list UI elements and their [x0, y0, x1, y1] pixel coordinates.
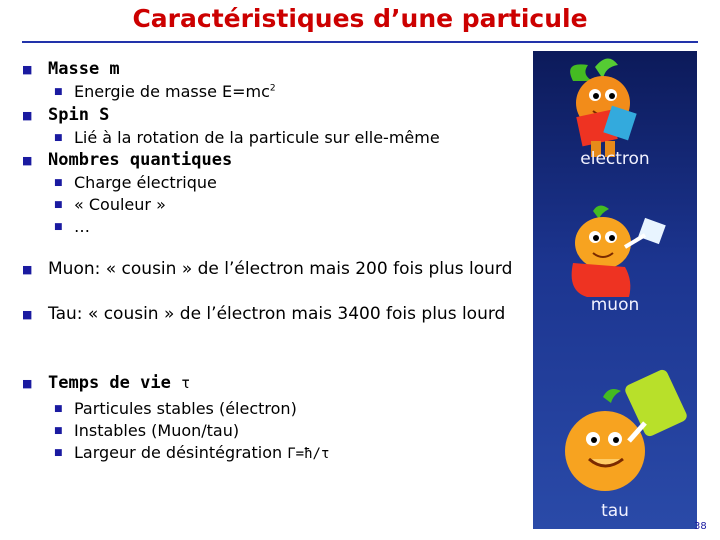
- muon-panel: [533, 211, 697, 361]
- title-divider: [22, 41, 698, 43]
- tau-label: tau: [601, 501, 629, 521]
- width-text: Largeur de désintégration: [74, 443, 283, 462]
- slide-title: Caractéristiques d’une particule: [132, 4, 588, 33]
- bullet-icon: ■: [54, 178, 63, 188]
- bullet-icon: ■: [54, 448, 63, 458]
- page-number: 38: [694, 521, 707, 532]
- bullet-icon: ■: [22, 109, 33, 122]
- bullet-icon: ■: [54, 426, 63, 436]
- energy-text: Energie de masse E=mc: [74, 82, 270, 101]
- tau-panel: [533, 361, 697, 529]
- particle-illustrations-panel: [533, 51, 697, 529]
- bullet-icon: ■: [54, 404, 63, 414]
- bullet-icon: ■: [22, 377, 33, 390]
- electron-panel: [533, 51, 697, 211]
- quantum-charge: Charge électrique: [74, 173, 217, 192]
- energy-exponent: 2: [269, 83, 276, 94]
- lifetime-label: Temps de vie: [48, 373, 171, 393]
- bullet-muon: Muon: « cousin » de l’électron mais 200 fois plus lourd: [48, 259, 513, 279]
- bullet-icon: ■: [22, 308, 33, 321]
- bullet-icon: ■: [22, 154, 33, 167]
- lifetime-stable: Particules stables (électron): [74, 399, 297, 418]
- bullet-icon: ■: [54, 200, 63, 210]
- bullet-icon: ■: [54, 87, 63, 97]
- tau-symbol: τ: [181, 374, 191, 392]
- bullet-spin-desc: Lié à la rotation de la particule sur elle-même: [74, 128, 440, 147]
- bullet-spin: Spin S: [48, 105, 110, 125]
- bullet-icon: ■: [54, 222, 63, 232]
- tau-cartoon-icon: [533, 361, 697, 501]
- bullet-icon: ■: [22, 263, 33, 276]
- quantum-color: « Couleur »: [74, 195, 166, 214]
- bullet-mass: Masse m: [48, 59, 120, 79]
- lifetime-unstable: Instables (Muon/tau): [74, 421, 240, 440]
- electron-label: electron: [580, 149, 650, 169]
- bullet-icon: ■: [54, 133, 63, 143]
- bullet-quantum: Nombres quantiques: [48, 150, 233, 170]
- bullet-mass-energy: [74, 82, 276, 101]
- bullet-tau: Tau: « cousin » de l’électron mais 3400 fois plus lourd: [48, 304, 506, 324]
- bullet-lifetime: [48, 373, 190, 393]
- lifetime-width: [74, 443, 329, 462]
- muon-label: muon: [590, 295, 640, 315]
- quantum-ellipsis: …: [74, 217, 90, 236]
- bullet-icon: ■: [22, 63, 33, 76]
- width-formula: Γ=ħ/τ: [287, 446, 330, 462]
